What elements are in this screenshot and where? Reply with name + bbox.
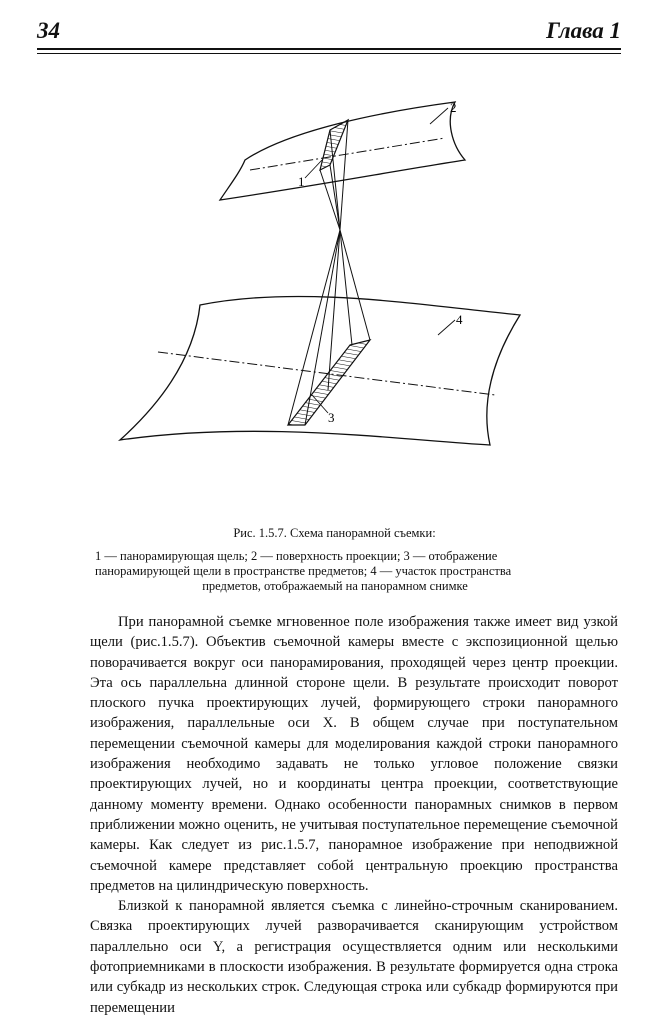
header-rule-thick	[37, 48, 621, 50]
label-3: 3	[328, 410, 335, 425]
panoramic-survey-diagram	[100, 90, 530, 490]
figure-caption-legend	[95, 549, 575, 594]
legend-line: 1 — панорамирующая щель; 2 — поверхность проекции; 3 — отображение	[95, 549, 498, 563]
header-rule-thin	[37, 53, 621, 54]
label-1: 1	[298, 174, 305, 189]
paragraph: При панорамной съемке мгновенное поле изображения также имеет вид узкой щели (рис.1.5.7). Объектив съемочной камеры вместе с экспозиционной щелью поворачивается вокруг оси панорамирования, проходящей через центр проекции. Эта ось параллельна длинной стороне щели. В результате происходит поворот плоского пучка проектирующих лучей, формирующего строки панорамного изображения, параллельные оси X. В общем случае при поступательном перемещении съемочной камеры для моделирования каждой строки панорамного изображения необходимо задавать не только угловое положение связки проектирующих лучей, но и координаты центра проекции, соответствующие данному моменту времени. Однако особенности панорамных снимков в первом приближении можно оценить, не учитывая поступательное перемещение съемочной камеры. Как следует из рис.1.5.7, панорамное изображение при неподвижной съемочной камере представляет собой центральную проекцию пространства предметов на цилиндрическую поверхность.	[90, 614, 618, 894]
paragraph: Близкой к панорамной является съемка с линейно-строчным сканированием. Связка проектирующих лучей разворачивается сканирующим устройством параллельно оси Y, а регистрация осуществляется одним или несколькими фотоприемниками в плоскости изображения. В результате формируется одна строка или субкадр из нескольких строк. Следующая строка или субкадр формируются при перемещении	[90, 898, 618, 1016]
legend-line: панорамирующей щели в пространстве предметов; 4 — участок пространства	[95, 564, 512, 578]
legend-line: предметов, отображаемый на панорамном снимке	[202, 579, 468, 593]
figure-caption-title: Рис. 1.5.7. Схема панорамной съемки:	[233, 526, 436, 540]
page-number: 34	[37, 18, 60, 43]
label-4: 4	[456, 312, 463, 327]
chapter-title: Глава 1	[546, 18, 621, 43]
body-text	[90, 612, 618, 1018]
projection-surface	[220, 102, 465, 200]
label-2: 2	[450, 100, 457, 115]
